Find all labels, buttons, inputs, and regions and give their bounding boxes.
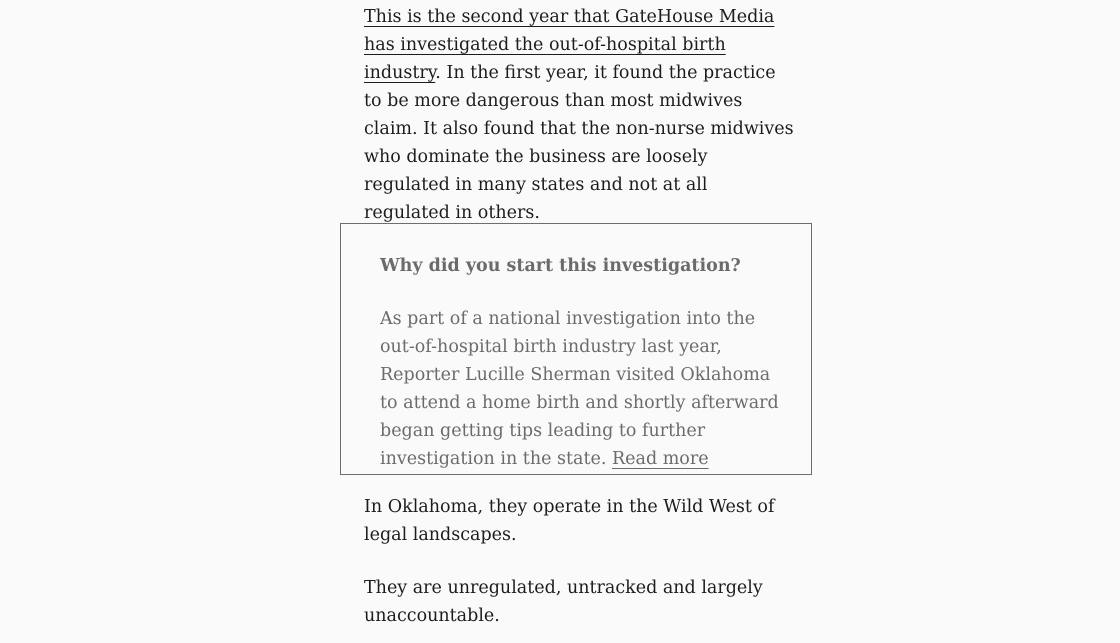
intro-paragraph [364,3,794,227]
callout-body [380,305,780,473]
article-intro [364,3,794,227]
read-more-link[interactable]: Read more [611,449,709,469]
callout-box [340,223,812,475]
callout-content [380,252,780,473]
investigation-link[interactable]: This is the second year that GateHouse Media has investigated the out-of-hospital birth industry [364,7,775,83]
callout-text: As part of a national investigation into the out-of-hospital birth industry last year, Reporter Lucille Sherman visited Oklahoma to attend a home birth and shortly afterward began getting tips leading to further investigation in the state. [380,309,779,469]
paragraph-wild-west: In Oklahoma, they operate in the Wild West of legal landscapes. [364,497,775,545]
intro-text: . In the first year, it found the practice to be more dangerous than most midwives claim. It also found that the non-nurse midwives who dominate the business are loosely regulated in many states and not at all regulated in others. [364,63,794,223]
article-continued [364,493,794,630]
paragraph-unregulated: They are unregulated, untracked and largely unaccountable. [364,578,763,626]
callout-title: Why did you start this investigation? [380,256,741,276]
